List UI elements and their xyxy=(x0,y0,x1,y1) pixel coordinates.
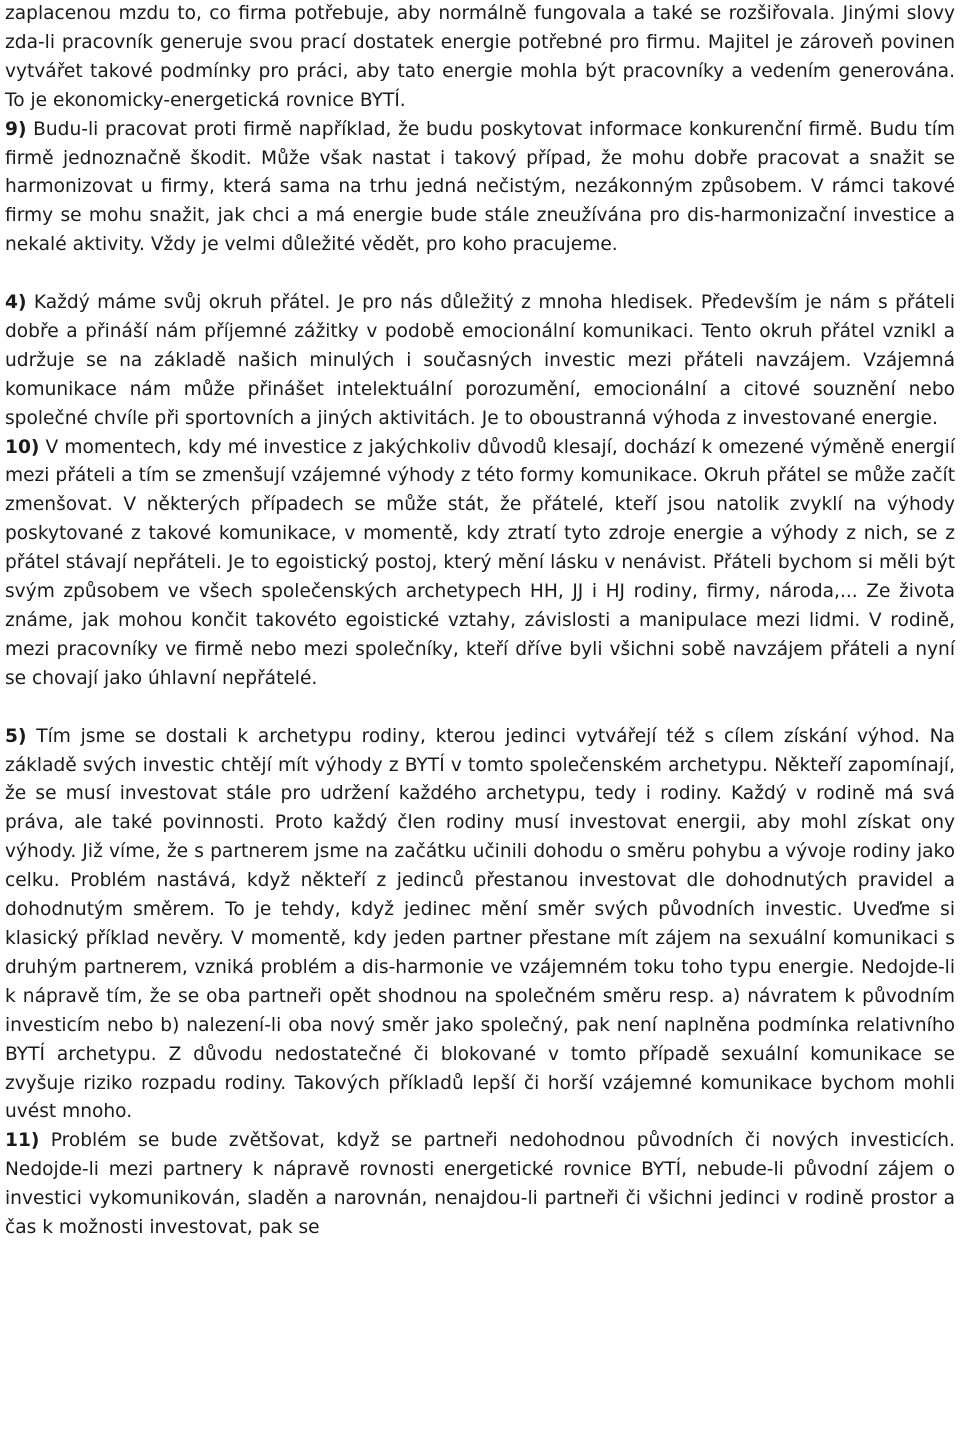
paragraph-spacer xyxy=(5,694,955,723)
paragraph-text: V momentech, kdy mé investice z jakýchkoliv důvodů klesají, dochází k omezené výměně energií mezi přáteli a tím se zmenšují vzájemné výhody z této formy komunikace. Okruh přátel se může začít zmenšovat. V některých případech se může stát, že přátelé, kteří jsou natolik zvyklí na výhody poskytované z takové komunikace, v momentě, kdy ztratí tyto zdroje energie a výhody z nich, se z přátel stávají nepřáteli. Je to egoistický postoj, který mění lásku v nenávist. Přáteli bychom si měli být svým způsobem ve všech společenských archetypech HH, JJ i HJ rodiny, firmy, národa,... Ze života známe, jak mohou končit takovéto egoistické vztahy, závislosti a manipulace mezi lidmi. V rodině, mezi pracovníky ve firmě nebo mezi společníky, kteří dříve byli všichni sobě navzájem přáteli a nyní se chovají jako úhlavní nepřátelé. xyxy=(5,436,955,689)
paragraph-spacer xyxy=(5,260,955,289)
paragraph-number: 5) xyxy=(5,725,27,747)
paragraph-text: Problém se bude zvětšovat, když se partneři nedohodnou původních či nových investicích. Nedojde-li mezi partnery k nápravě rovnosti energetické rovnice BYTÍ, nebude-li původní zájem o investici vykomunikován, sladěn a narovnán, nenajdou-li partneři či všichni jedinci v rodině prostor a čas k možnosti investovat, pak se xyxy=(5,1130,955,1239)
paragraph-11 xyxy=(5,1127,955,1243)
paragraph-number: 10) xyxy=(5,436,40,458)
document-page xyxy=(5,0,955,1243)
paragraph-text: Budu-li pracovat proti firmě například, že budu poskytovat informace konkurenční firmě. Budu tím firmě jednoznačně škodit. Může však nastat i takový případ, že mohu dobře pracovat a snažit se harmonizovat u firmy, která sama na trhu jedná nečistým, nezákonným způsobem. V rámci takové firmy se mohu snažit, jak chci a má energie bude stále zneužívána pro dis-harmonizační investice a nekalé aktivity. Vždy je velmi důležité vědět, pro koho pracujeme. xyxy=(5,118,955,256)
paragraph-text: zaplacenou mzdu to, co firma potřebuje, aby normálně fungovala a také se rozšiřovala. Jinými slovy zda-li pracovník generuje svou prací dostatek energie potřebné pro firmu. Majitel je zároveň povinen vytvářet takové podmínky pro práci, aby tato energie mohla být pracovníky a vedením generována. To je ekonomicky-energetická rovnice BYTÍ. xyxy=(5,3,955,111)
paragraph-text: Každý máme svůj okruh přátel. Je pro nás důležitý z mnoha hledisek. Především je nám s přáteli dobře a přináší nám příjemné zážitky v podobě emocionální komunikaci. Tento okruh přátel vznikl a udržuje se na základě našich minulých i současných investic mezi přáteli navzájem. Vzájemná komunikace nám může přinášet intelektuální porozumění, emocionální a citové souznění nebo společné chvíle při sportovních a jiných aktivitách. Je to oboustranná výhoda z investované energie. xyxy=(5,292,955,429)
paragraph-9 xyxy=(5,116,955,261)
paragraph-4 xyxy=(5,289,955,434)
paragraph-number: 11) xyxy=(5,1130,40,1152)
paragraph-text: Tím jsme se dostali k archetypu rodiny, kterou jedinci vytvářejí též s cílem získání výhod. Na základě svých investic chtějí mít výhody z BYTÍ v tomto společenském archetypu. Někteří zapomínají, že se musí investovat stále pro udržení každého archetypu, tedy i rodiny. Každý v rodině má svá práva, ale také povinnosti. Proto každý člen rodiny musí investovat energii, aby mohl získat ony výhody. Již víme, že s partnerem jsme na začátku učinili dohodu o směru pohybu a vývoje rodiny jako celku. Problém nastává, když někteří z jedinců přestanou investovat dle dohodnutých pravidel a dohodnutým směrem. To je tehdy, když jedinec mění směr svých původních investic. Uveďme si klasický příklad nevěry. V momentě, kdy jeden partner přestane mít zájem na sexuální komunikaci s druhým partnerem, vzniká problém a dis-harmonie ve vzájemném toku toho typu energie. Nedojde-li k nápravě tím, že se oba partneři opět shodnou na společném směru resp. a) návratem k původním investicím nebo b) nalezení-li oba nový směr jako společný, pak není naplněna podmínka relativního BYTÍ archetypu. Z důvodu nedostatečné či blokované v tomto případě sexuální komunikace se zvyšuje riziko rozpadu rodiny. Takových příkladů lepší či horší vzájemné komunikace bychom mohli uvést mnoho. xyxy=(5,725,955,1123)
paragraph-firm-energy xyxy=(5,0,955,116)
paragraph-5 xyxy=(5,723,955,1128)
paragraph-10 xyxy=(5,434,955,694)
paragraph-number: 4) xyxy=(5,292,27,314)
paragraph-number: 9) xyxy=(5,118,27,140)
